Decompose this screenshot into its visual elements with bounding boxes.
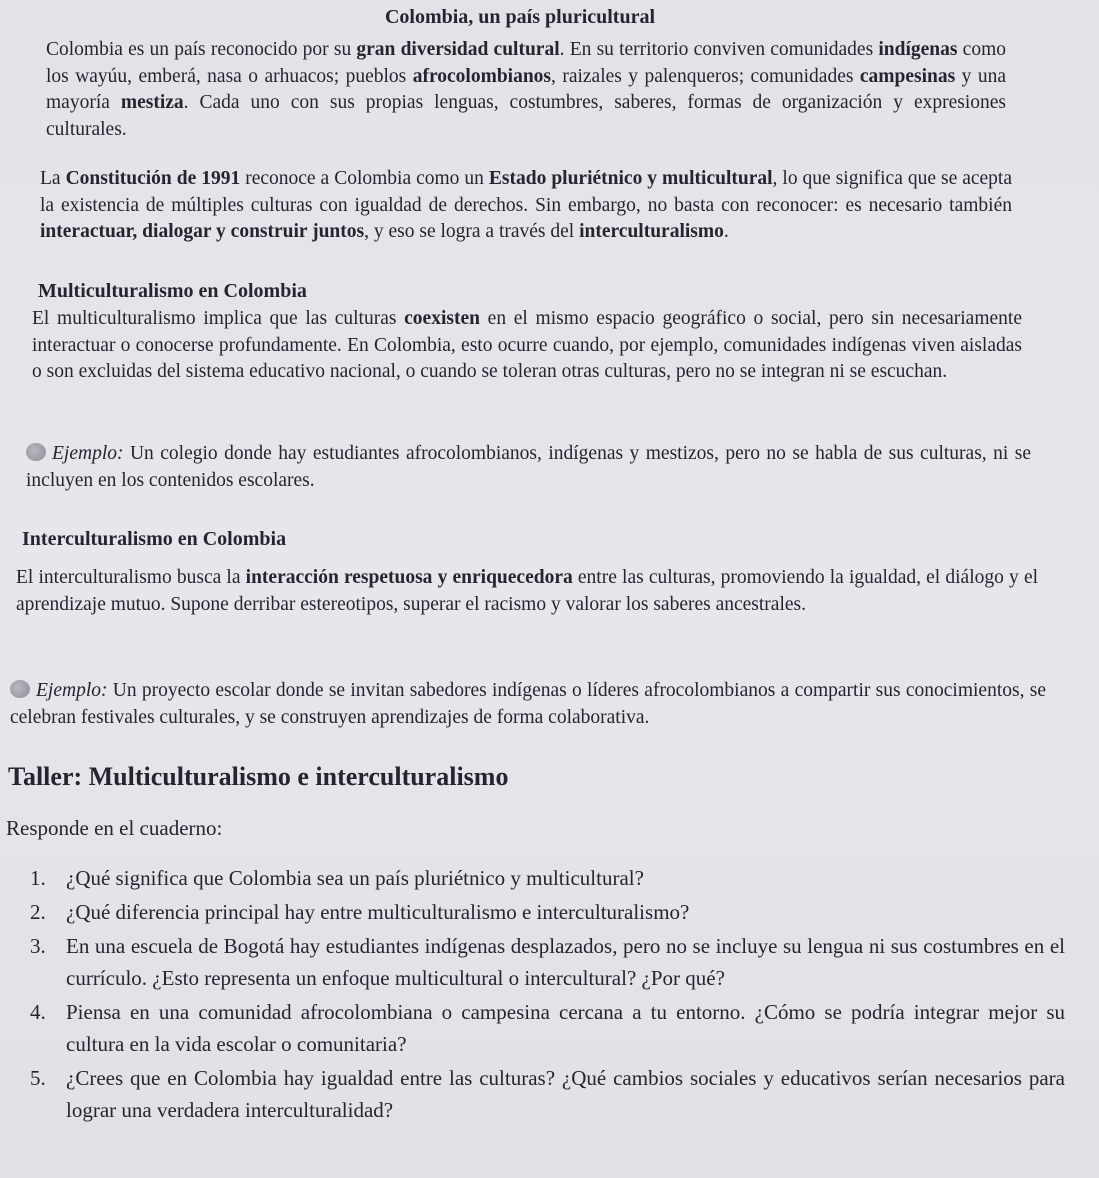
heading-interculturalismo: Interculturalismo en Colombia — [22, 528, 287, 550]
paragraph-multiculturalismo — [32, 306, 1022, 386]
bold-text: interculturalismo — [579, 221, 724, 242]
paragraph-interculturalismo — [16, 565, 1038, 618]
heading-multiculturalismo: Multiculturalismo en Colombia — [38, 280, 307, 302]
question-number: 5. — [30, 1066, 46, 1090]
text: . En su territorio conviven comunidades — [559, 39, 879, 60]
question-item — [30, 862, 1065, 894]
question-number: 1. — [30, 866, 46, 890]
question-text: ¿Qué significa que Colombia sea un país pluriétnico y multicultural? — [66, 866, 644, 890]
paragraph-constitution — [40, 166, 1012, 246]
question-item — [30, 996, 1065, 1060]
globe-icon — [10, 680, 30, 698]
bold-text: mestiza — [120, 92, 184, 113]
bold-text: interactuar, dialogar y construir juntos — [40, 221, 365, 242]
workshop-heading: Taller: Multiculturalismo e interculturalismo — [8, 762, 509, 791]
text: , lo que significa que se acepta la existencia de múltiples culturas con igualdad de derechos. Sin embargo, no basta con reconocer: es necesario también — [40, 168, 1012, 216]
globe-icon — [26, 443, 46, 461]
page-title: Colombia, un país pluricultural — [384, 6, 656, 28]
bold-text: afrocolombianos — [412, 65, 552, 87]
question-number: 4. — [30, 1000, 46, 1024]
text: Colombia es un país reconocido por su — [46, 39, 357, 60]
example-text: Un colegio donde hay estudiantes afrocolombianos, indígenas y mestizos, pero no se habla de sus culturas, ni se incluyen en los contenidos escolares. — [26, 443, 1031, 491]
text: en el mismo espacio geográfico o social, pero sin necesariamente interactuar o conocerse profundamente. En Colombia, esto ocurre cuando, por ejemplo, comunidades indígenas viven aisladas o son excluidas del sistema educativo nacional, o cuando se toleran otras culturas, pero no se integran ni se escuchan. — [32, 308, 1022, 382]
question-text: ¿Qué diferencia principal hay entre multiculturalismo e interculturalismo? — [66, 900, 690, 924]
question-text: En una escuela de Bogotá hay estudiantes indígenas desplazados, pero no se incluye su lengua ni sus costumbres en el currículo. ¿Esto representa un enfoque multicultural o intercultural? ¿Por qué? — [66, 934, 1065, 990]
question-number: 3. — [30, 934, 46, 958]
example-multiculturalismo — [26, 441, 1031, 494]
bold-text: gran diversidad cultural — [356, 39, 560, 60]
example-label: Ejemplo: — [52, 443, 124, 464]
example-label: Ejemplo: — [36, 680, 108, 701]
question-item — [30, 1062, 1065, 1126]
text: . Cada uno con sus propias lenguas, costumbres, saberes, formas de organización y expresiones culturales. — [46, 92, 1006, 140]
instructions: Responde en el cuaderno: — [6, 816, 223, 840]
question-text: ¿Crees que en Colombia hay igualdad entre las culturas? ¿Qué cambios sociales y educativos serían necesarios para lograr una verdadera interculturalidad? — [66, 1066, 1065, 1122]
text: y una mayoría — [46, 65, 1007, 113]
question-item — [30, 896, 1065, 928]
bold-text: Estado pluriétnico y multicultural — [488, 168, 773, 189]
text: entre las culturas, promoviendo la igualdad, el diálogo y el aprendizaje mutuo. Supone derribar estereotipos, superar el racismo y valorar los saberes ancestrales. — [16, 567, 1039, 615]
text: , raizales y palenqueros; comunidades — [551, 65, 860, 87]
question-text: Piensa en una comunidad afrocolombiana o campesina cercana a tu entorno. ¿Cómo se podría integrar mejor su cultura en la vida escolar o comunitaria? — [66, 1000, 1065, 1056]
bold-text: coexisten — [404, 308, 480, 329]
question-item — [30, 930, 1065, 994]
bold-text: Constitución de 1991 — [65, 168, 241, 189]
text: La — [40, 168, 66, 189]
example-text: Un proyecto escolar donde se invitan sabedores indígenas o líderes afrocolombianos a compartir sus conocimientos, se celebran festivales culturales, y se construyen aprendizajes de forma colaborativa. — [10, 680, 1046, 728]
text: reconoce a Colombia como un — [240, 168, 489, 189]
question-list — [30, 862, 1065, 1128]
bold-text: interacción respetuosa y enriquecedora — [245, 567, 573, 588]
question-number: 2. — [30, 900, 46, 924]
bold-text: indígenas — [878, 39, 958, 60]
text: , y eso se logra a través del — [364, 221, 580, 242]
text: . — [723, 221, 729, 242]
example-interculturalismo — [10, 678, 1046, 731]
text: El multiculturalismo implica que las culturas — [32, 308, 405, 329]
paragraph-intro — [46, 37, 1006, 143]
text: El interculturalismo busca la — [16, 567, 246, 588]
text: como los wayúu, emberá, nasa o arhuacos; pueblos — [46, 39, 1007, 87]
bold-text: campesinas — [859, 65, 956, 87]
